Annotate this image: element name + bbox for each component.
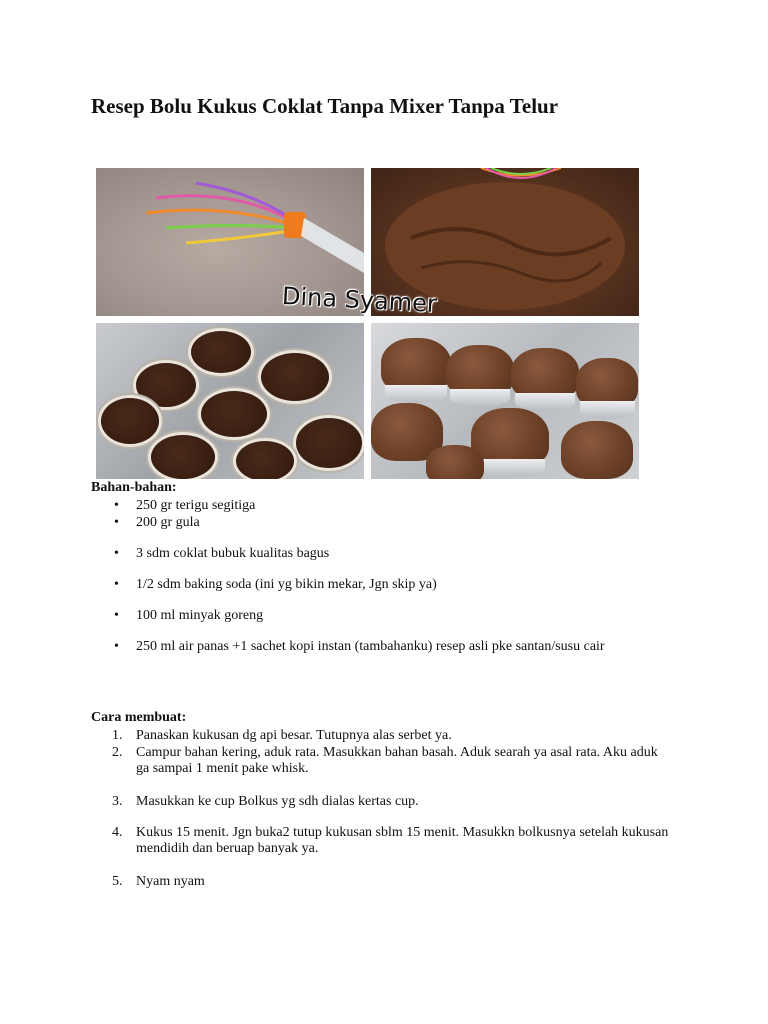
list-item: • 200 gr gula [114, 515, 200, 530]
list-item: 5. Nyam nyam [112, 874, 205, 889]
method-heading: Cara membuat: [91, 710, 187, 725]
list-item: • 1/2 sdm baking soda (ini yg bikin mekar, Jgn skip ya) [114, 577, 437, 592]
list-item: 2. Campur bahan kering, aduk rata. Masukkan bahan basah. Aduk searah ya asal rata. Aku aduk ga sampai 1 menit pake whisk. [112, 745, 658, 776]
list-item: 1. Panaskan kukusan dg api besar. Tutupnya alas serbet ya. [112, 728, 452, 743]
list-item: 4. Kukus 15 menit. Jgn buka2 tutup kukusan sblm 15 menit. Masukkn bolkusnya setelah kukusan mendidih dan beruap banyak ya. [112, 825, 669, 856]
photo-watermark: Dina Syamer [281, 281, 438, 319]
list-item: • 250 gr terigu segitiga [114, 498, 256, 513]
recipe-photo-collage [96, 168, 639, 479]
bullet-icon: • [114, 515, 119, 530]
recipe-title: Resep Bolu Kukus Coklat Tanpa Mixer Tanpa Telur [91, 94, 559, 118]
bullet-icon: • [114, 498, 119, 513]
ingredients-section [91, 480, 605, 654]
ingredients-heading: Bahan-bahan: [91, 480, 177, 495]
bullet-icon: • [114, 546, 119, 561]
bullet-icon: • [114, 577, 119, 592]
photo-batter-in-cups [96, 323, 364, 479]
bullet-icon: • [114, 639, 119, 654]
list-item: 3. Masukkan ke cup Bolkus yg sdh dialas kertas cup. [112, 794, 419, 809]
list-item: • 3 sdm coklat bubuk kualitas bagus [114, 546, 330, 561]
list-item: • 100 ml minyak goreng [114, 608, 264, 623]
list-item: • 250 ml air panas +1 sachet kopi instan (tambahanku) resep asli pke santan/susu cair [114, 639, 605, 654]
bullet-icon: • [114, 608, 119, 623]
method-section [91, 710, 669, 889]
photo-steamed-cakes [371, 323, 639, 479]
